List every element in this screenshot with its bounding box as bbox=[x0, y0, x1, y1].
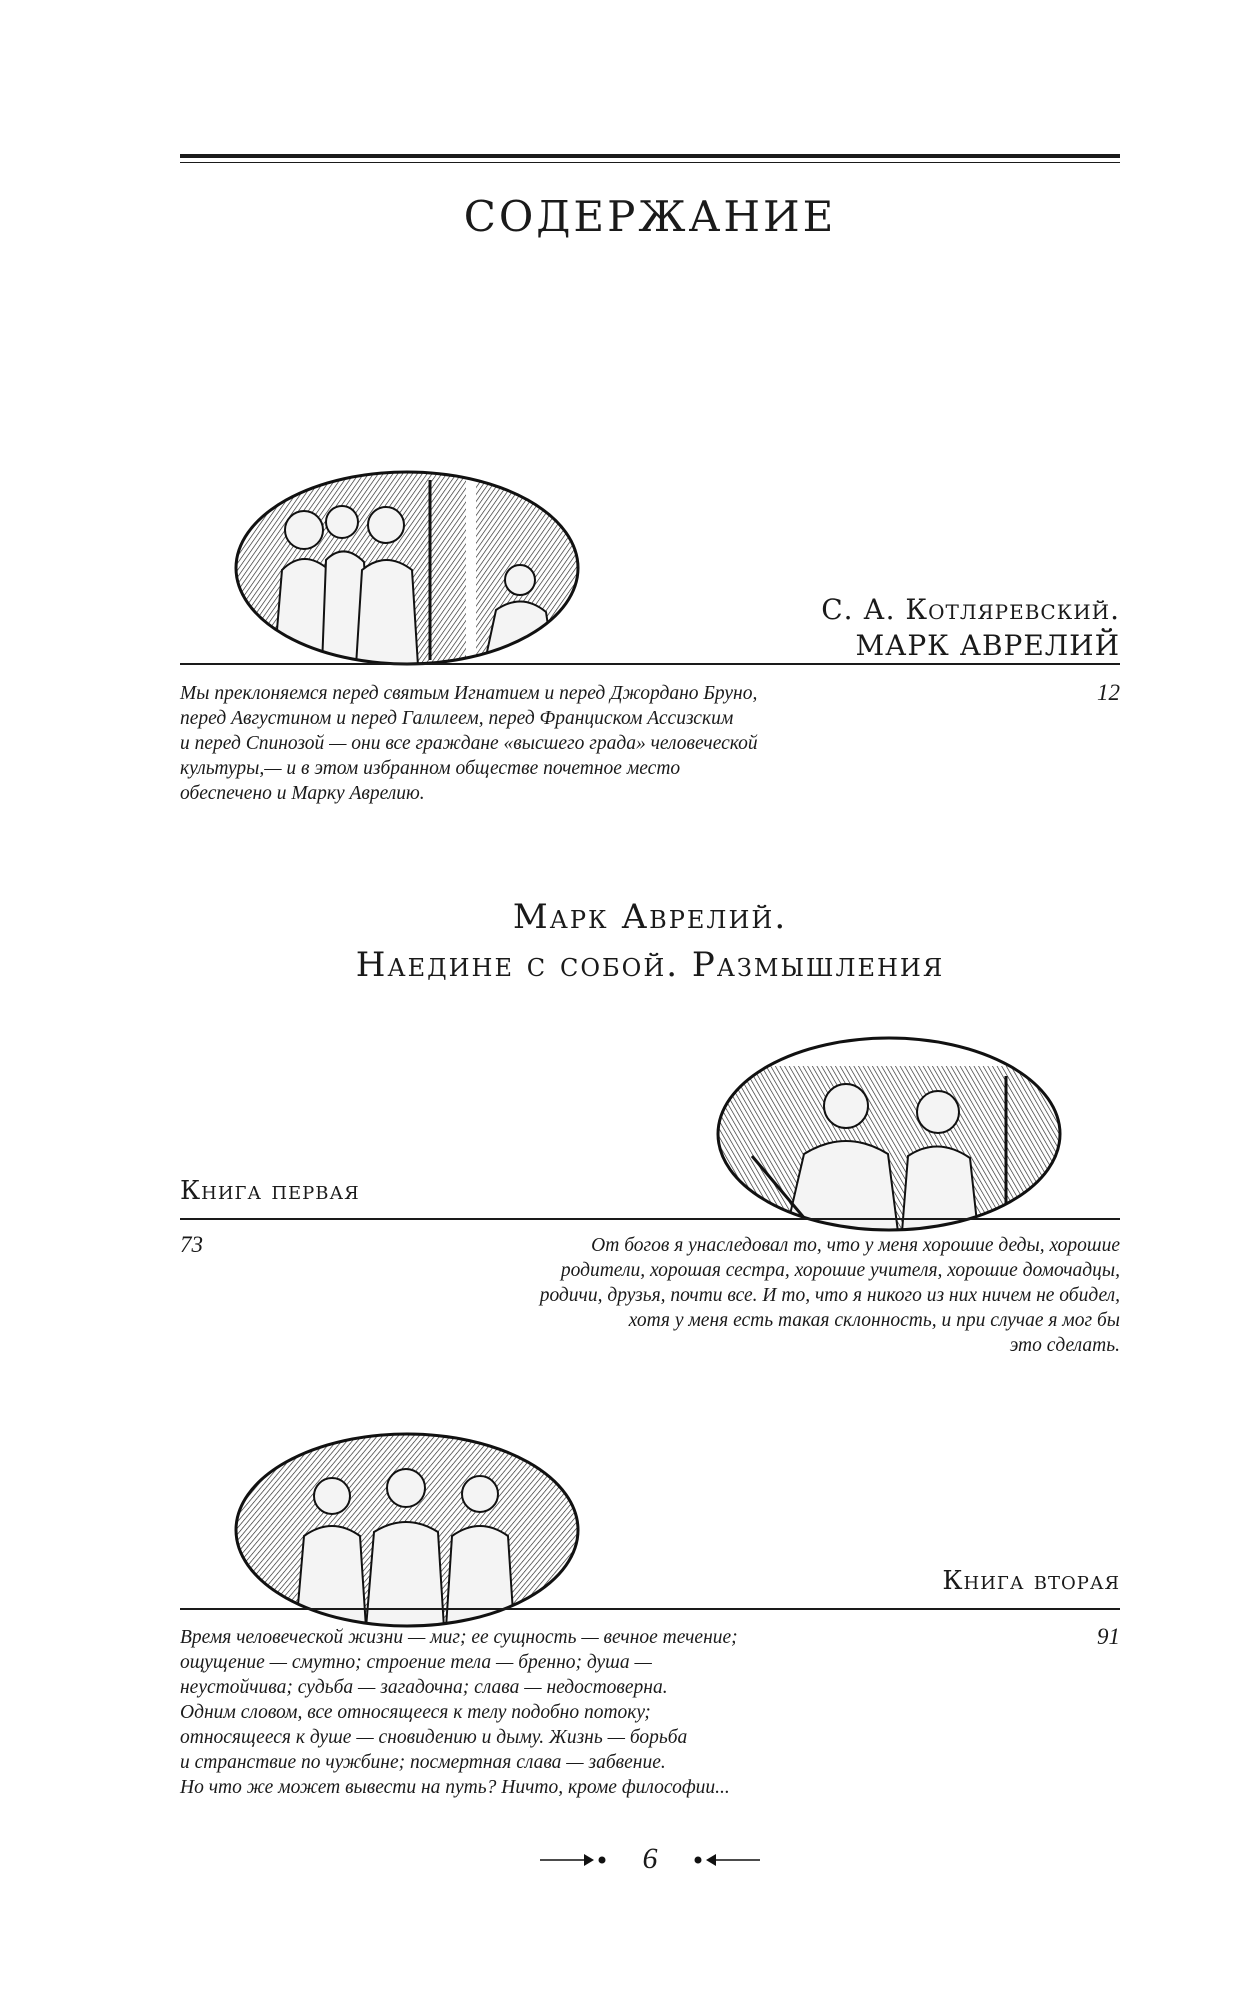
top-rule-thin bbox=[180, 162, 1120, 163]
excerpt-line: относящееся к душе — сновидению и дыму. Жизнь — борьба bbox=[180, 1727, 688, 1748]
excerpt-line: и странствие по чужбине; посмертная слава — забвение. bbox=[180, 1752, 666, 1773]
book2-rule bbox=[180, 1608, 1120, 1610]
section1-excerpt bbox=[180, 681, 880, 806]
excerpt-line: Но что же может вывести на путь? Ничто, кроме философии... bbox=[180, 1777, 730, 1798]
book1-label: Книга первая bbox=[180, 1176, 360, 1206]
excerpt-line: Одним словом, все относящееся к телу подобно потоку; bbox=[180, 1702, 651, 1723]
excerpt-line: обеспечено и Марку Аврелию. bbox=[180, 783, 425, 804]
page-number: 6 bbox=[642, 1842, 658, 1875]
excerpt-line: От богов я унаследовал то, что у меня хорошие деды, хорошие bbox=[591, 1235, 1120, 1256]
vignette-roman-figures-1 bbox=[234, 470, 580, 666]
section1-page-number: 12 bbox=[1097, 680, 1120, 705]
vignette-three-roman-men bbox=[234, 1432, 580, 1628]
page-title: СОДЕРЖАНИЕ bbox=[463, 192, 837, 241]
excerpt-line: неустойчива; судьба — загадочна; слава — недостоверна. bbox=[180, 1677, 668, 1698]
book1-rule bbox=[180, 1218, 1120, 1220]
book1-page-number: 73 bbox=[180, 1232, 203, 1257]
vignette-emperor-and-woman bbox=[716, 1036, 1062, 1232]
work-title bbox=[180, 893, 1120, 989]
excerpt-line: родители, хорошая сестра, хорошие учителя, хорошие домочадцы, bbox=[560, 1260, 1120, 1281]
section1-rule bbox=[180, 663, 1120, 665]
excerpt-line: Время человеческой жизни — миг; ее сущность — вечное течение; bbox=[180, 1627, 738, 1648]
book1-excerpt bbox=[420, 1233, 1120, 1358]
excerpt-line: культуры,— и в этом избранном обществе почетное место bbox=[180, 758, 681, 779]
excerpt-line: ощущение — смутно; строение тела — бренно; душа — bbox=[180, 1652, 652, 1673]
excerpt-line: родичи, друзья, почти все. И то, что я никого из них ничем не обидел, bbox=[539, 1285, 1120, 1306]
book2-label: Книга вторая bbox=[942, 1566, 1120, 1596]
section1-author-line: С. А. Котляревский. bbox=[821, 593, 1120, 626]
section1-title-line: МАРК АВРЕЛИЙ bbox=[855, 629, 1120, 662]
excerpt-line: это сделать. bbox=[1009, 1335, 1120, 1356]
excerpt-line: хотя у меня есть такая склонность, и при случае я мог бы bbox=[628, 1310, 1120, 1331]
work-title-line1: Марк Аврелий. bbox=[512, 897, 788, 937]
excerpt-line: и перед Спинозой — они все граждане «высшего града» человеческой bbox=[180, 733, 758, 754]
excerpt-line: перед Августином и перед Галилеем, перед Франциском Ассизским bbox=[180, 708, 734, 729]
top-rule-thick bbox=[180, 154, 1120, 158]
ornament-right-icon bbox=[690, 1850, 760, 1870]
book2-excerpt bbox=[180, 1625, 880, 1800]
work-title-line2: Наедине с собой. Размышления bbox=[355, 945, 945, 985]
excerpt-line: Мы преклоняемся перед святым Игнатием и перед Джордано Бруно, bbox=[180, 683, 758, 704]
folio-footer bbox=[540, 1842, 760, 1878]
book2-page-number: 91 bbox=[1097, 1624, 1120, 1649]
section1-author bbox=[821, 592, 1120, 664]
